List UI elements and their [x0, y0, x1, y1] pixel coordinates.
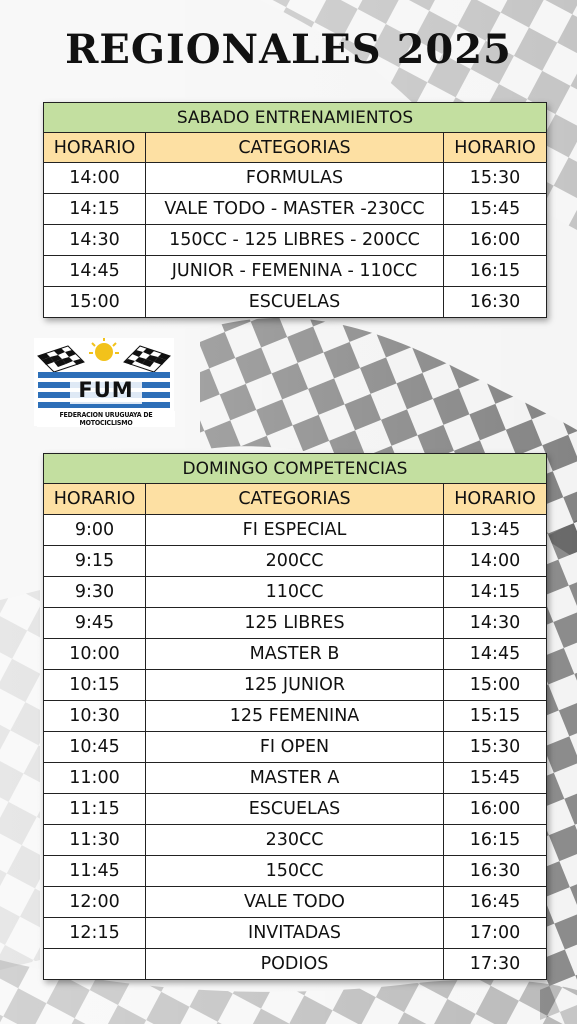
column-header-end-time: HORARIO: [444, 484, 547, 515]
start-time: 9:30: [44, 577, 146, 608]
category: 125 FEMENINA: [146, 701, 444, 732]
logo-full-name: FEDERACION URUGUAYA DE MOTOCICLISMO: [37, 411, 175, 427]
category: JUNIOR - FEMENINA - 110CC: [146, 256, 444, 287]
table-row: [44, 256, 547, 287]
end-time: 16:15: [444, 825, 547, 856]
start-time: 9:45: [44, 608, 146, 639]
end-time: 16:00: [444, 794, 547, 825]
category: MASTER B: [146, 639, 444, 670]
column-header-start-time: HORARIO: [44, 484, 146, 515]
table-row: [44, 887, 547, 918]
table-row: [44, 194, 547, 225]
column-header-end-time: HORARIO: [444, 133, 547, 163]
saturday-section-header: [44, 103, 547, 133]
logo-abbreviation: FUM: [78, 378, 134, 402]
end-time: 17:00: [444, 918, 547, 949]
category: INVITADAS: [146, 918, 444, 949]
start-time: 14:00: [44, 163, 146, 194]
start-time: 12:15: [44, 918, 146, 949]
saturday-schedule-table: [43, 102, 547, 318]
category: 150CC: [146, 856, 444, 887]
table-row: [44, 949, 547, 980]
sunday-heading: DOMINGO COMPETENCIAS: [44, 454, 547, 484]
category: 230CC: [146, 825, 444, 856]
category: 125 JUNIOR: [146, 670, 444, 701]
start-time: 10:15: [44, 670, 146, 701]
table-row: [44, 515, 547, 546]
end-time: 15:00: [444, 670, 547, 701]
table-row: [44, 670, 547, 701]
column-header-start-time: HORARIO: [44, 133, 146, 163]
end-time: 16:15: [444, 256, 547, 287]
table-row: [44, 225, 547, 256]
end-time: 16:30: [444, 287, 547, 318]
category: PODIOS: [146, 949, 444, 980]
end-time: 15:30: [444, 163, 547, 194]
category: MASTER A: [146, 763, 444, 794]
sunday-column-headers: [44, 484, 547, 515]
category: 110CC: [146, 577, 444, 608]
table-row: [44, 577, 547, 608]
start-time: 15:00: [44, 287, 146, 318]
end-time: 15:30: [444, 732, 547, 763]
end-time: 15:45: [444, 194, 547, 225]
table-row: [44, 608, 547, 639]
start-time: 14:15: [44, 194, 146, 225]
start-time: 10:30: [44, 701, 146, 732]
category: FORMULAS: [146, 163, 444, 194]
category: FI ESPECIAL: [146, 515, 444, 546]
category: VALE TODO - MASTER -230CC: [146, 194, 444, 225]
start-time: 12:00: [44, 887, 146, 918]
start-time: 11:45: [44, 856, 146, 887]
sunday-schedule-table: [43, 453, 547, 980]
start-time: 9:00: [44, 515, 146, 546]
table-row: [44, 763, 547, 794]
end-time: 16:45: [444, 887, 547, 918]
end-time: 14:15: [444, 577, 547, 608]
saturday-heading: SABADO ENTRENAMIENTOS: [44, 103, 547, 133]
end-time: 15:15: [444, 701, 547, 732]
table-row: [44, 701, 547, 732]
end-time: 16:00: [444, 225, 547, 256]
column-header-categories: CATEGORIAS: [146, 484, 444, 515]
end-time: 16:30: [444, 856, 547, 887]
end-time: 13:45: [444, 515, 547, 546]
table-row: [44, 918, 547, 949]
end-time: 17:30: [444, 949, 547, 980]
table-row: [44, 546, 547, 577]
start-time: 11:30: [44, 825, 146, 856]
start-time: [44, 949, 146, 980]
category: FI OPEN: [146, 732, 444, 763]
page-title: REGIONALES 2025: [65, 26, 512, 73]
start-time: 11:00: [44, 763, 146, 794]
table-row: [44, 794, 547, 825]
category: VALE TODO: [146, 887, 444, 918]
table-row: [44, 163, 547, 194]
category: ESCUELAS: [146, 287, 444, 318]
start-time: 10:45: [44, 732, 146, 763]
table-row: [44, 287, 547, 318]
start-time: 9:15: [44, 546, 146, 577]
end-time: 14:30: [444, 608, 547, 639]
table-row: [44, 732, 547, 763]
category: ESCUELAS: [146, 794, 444, 825]
end-time: 14:00: [444, 546, 547, 577]
start-time: 10:00: [44, 639, 146, 670]
end-time: 15:45: [444, 763, 547, 794]
start-time: 14:30: [44, 225, 146, 256]
end-time: 14:45: [444, 639, 547, 670]
category: 125 LIBRES: [146, 608, 444, 639]
column-header-categories: CATEGORIAS: [146, 133, 444, 163]
table-row: [44, 856, 547, 887]
saturday-column-headers: [44, 133, 547, 163]
category: 150CC - 125 LIBRES - 200CC: [146, 225, 444, 256]
table-row: [44, 825, 547, 856]
category: 200CC: [146, 546, 444, 577]
start-time: 11:15: [44, 794, 146, 825]
sunday-section-header: [44, 454, 547, 484]
start-time: 14:45: [44, 256, 146, 287]
table-row: [44, 639, 547, 670]
